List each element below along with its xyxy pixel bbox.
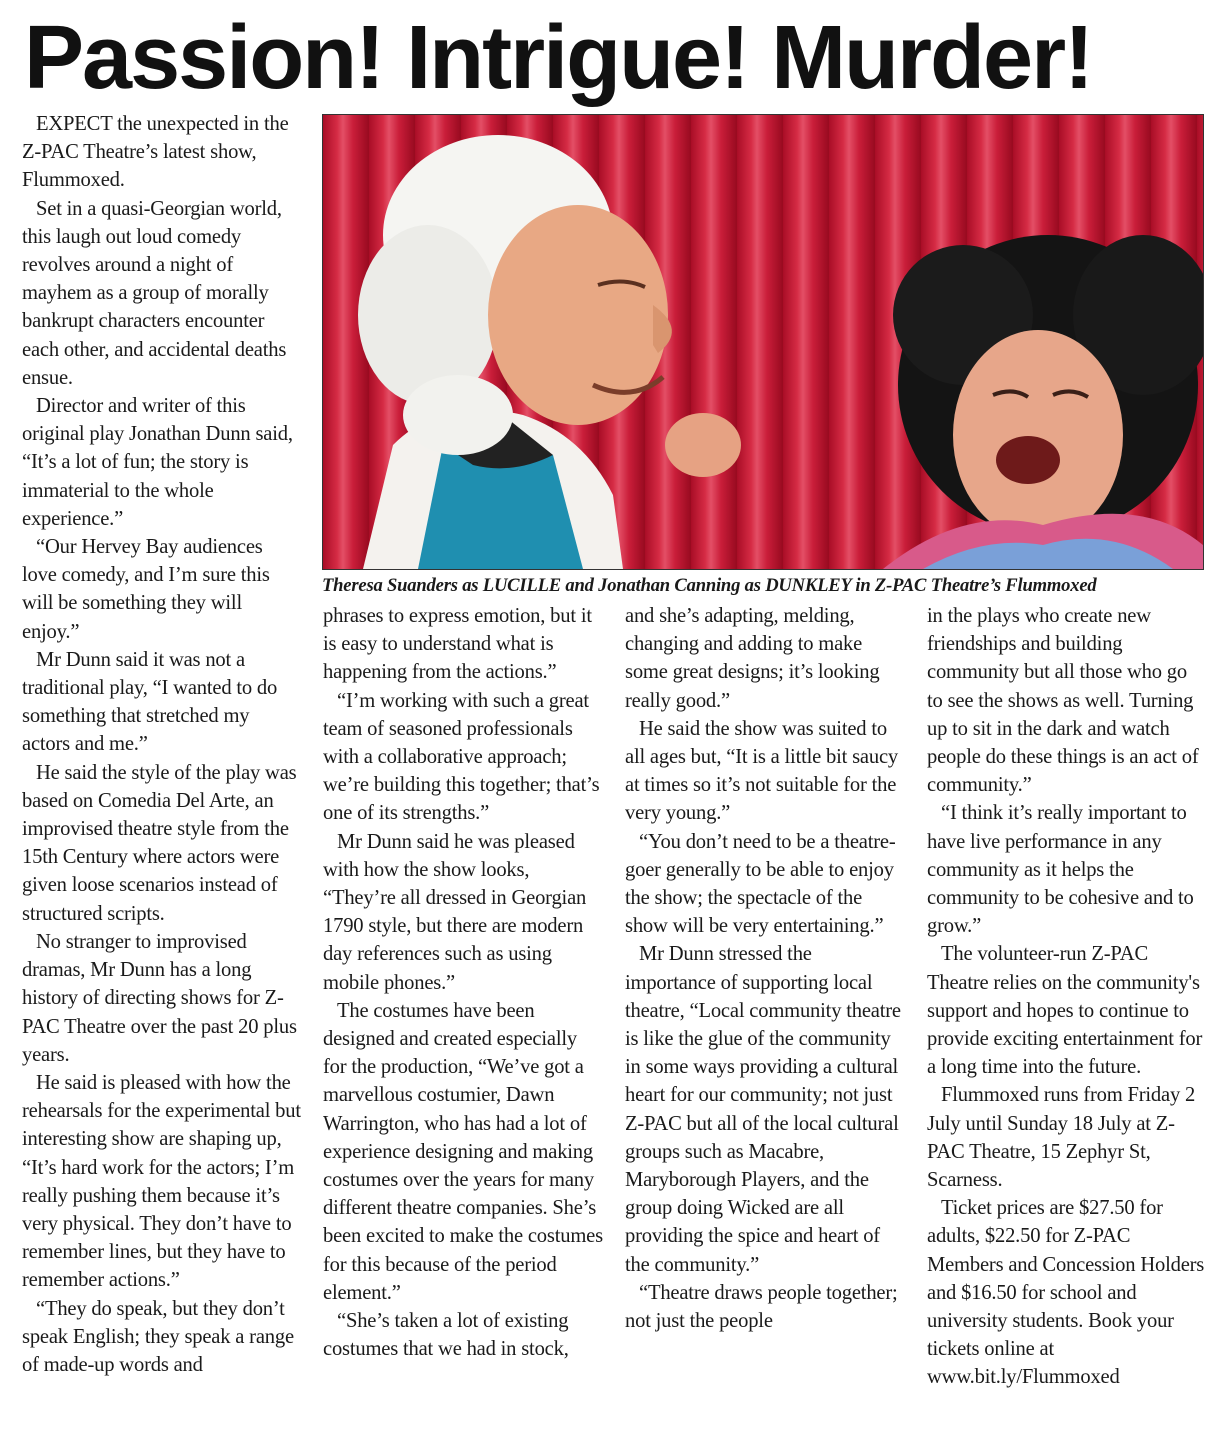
article-paragraph: phrases to express emotion, but it is easy to understand what is happening from the actions.” xyxy=(323,605,592,684)
article-column-2 xyxy=(323,602,603,1363)
article-paragraph: Director and writer of this original play Jonathan Dunn said, “It’s a lot of fun; the story is immaterial to the whole experience.” xyxy=(22,395,293,530)
article-paragraph: He said is pleased with how the rehearsals for the experimental but interesting show are shaping up, “It’s hard work for the actors; I’m really pushing them because it’s very physical. They don’t have to remember lines, but they have to remember actions.” xyxy=(22,1071,301,1292)
article-paragraph: Mr Dunn said it was not a traditional play, “I wanted to do something that stretched my actors and me.” xyxy=(22,648,278,756)
article-column-3 xyxy=(625,602,905,1335)
article-paragraph: The costumes have been designed and created especially for the production, “We’ve got a marvellous costumier, Dawn Warrington, who has had a lot of experience designing and making costumes over the years for many different theatre companies. She’s been excited to make the costumes for this because of the period element.” xyxy=(323,999,603,1304)
article-paragraph: EXPECT the unexpected in the Z-PAC Theatre’s latest show, Flummoxed. xyxy=(22,113,289,192)
article-paragraph: The volunteer-run Z-PAC Theatre relies on the community's support and hopes to continue to provide exciting entertainment for a long time into the future. xyxy=(927,943,1203,1079)
article-paragraph: “You don’t need to be a theatre-goer generally to be able to enjoy the show; the spectacle of the show will be very entertaining.” xyxy=(625,830,896,938)
article-paragraph: Set in a quasi-Georgian world, this laugh out loud comedy revolves around a night of mayhem as a group of morally bankrupt characters encounter each other, and accidental deaths ensue. xyxy=(22,197,287,389)
article-paragraph: Mr Dunn said he was pleased with how the show looks, “They’re all dressed in Georgian 1790 style, but there are modern day references such as using mobile phones.” xyxy=(323,830,587,994)
article-paragraph: No stranger to improvised dramas, Mr Dunn has a long history of directing shows for Z-PAC Theatre over the past 20 plus years. xyxy=(22,930,297,1066)
article-paragraph: “She’s taken a lot of existing costumes that we had in stock, xyxy=(323,1310,569,1361)
article-paragraph: Flummoxed runs from Friday 2 July until Sunday 18 July at Z-PAC Theatre, 15 Zephyr St, Scarness. xyxy=(927,1084,1196,1192)
photo-illustration xyxy=(323,115,1203,569)
headline: Passion! Intrigue! Murder! xyxy=(24,8,1093,108)
theatre-actors-photo xyxy=(322,114,1204,570)
article-paragraph: in the plays who create new friendships and building community but all those who go to see the shows as well. Turning up to sit in the dark and watch people do these things is an act of community.” xyxy=(927,605,1199,797)
photo-caption: Theresa Suanders as LUCILLE and Jonathan Canning as DUNKLEY in Z-PAC Theatre’s Flummoxed xyxy=(322,575,1097,596)
article-column-1 xyxy=(22,110,302,1379)
article-paragraph: “I think it’s really important to have live performance in any community as it helps the community to be cohesive and to grow.” xyxy=(927,802,1194,938)
article-column-4 xyxy=(927,602,1207,1392)
article-paragraph: and she’s adapting, melding, changing and adding to make some great designs; it’s looking really good.” xyxy=(625,605,880,712)
article-paragraph: He said the style of the play was based on Comedia Del Arte, an improvised theatre style from the 15th Century where actors were given loose scenarios instead of structured scripts. xyxy=(22,761,297,925)
article-paragraph: “They do speak, but they don’t speak English; they speak a range of made-up words and xyxy=(22,1297,294,1376)
article-paragraph: “I’m working with such a great team of seasoned professionals with a collaborative approach; we’re building this together; that’s one of its strengths.” xyxy=(323,689,600,825)
article-paragraph: He said the show was suited to all ages but, “It is a little bit saucy at times so it’s not suitable for the very young.” xyxy=(625,717,899,825)
article-paragraph: “Our Hervey Bay audiences love comedy, and I’m sure this will be something they will enjoy.” xyxy=(22,536,270,643)
article-paragraph: “Theatre draws people together; not just the people xyxy=(625,1281,898,1333)
article-paragraph: Ticket prices are $27.50 for adults, $22.50 for Z-PAC Members and Concession Holders and $16.50 for school and university students. Book your tickets online at www.bit.ly/Flummoxed xyxy=(927,1197,1205,1389)
article-paragraph: Mr Dunn stressed the importance of supporting local theatre, “Local community theatre is like the glue of the community in some ways providing a cultural heart for our community; not just Z-PAC but all of the local cultural groups such as Macabre, Maryborough Players, and the group doing Wicked are all providing the spice and heart of the community.” xyxy=(625,943,901,1276)
